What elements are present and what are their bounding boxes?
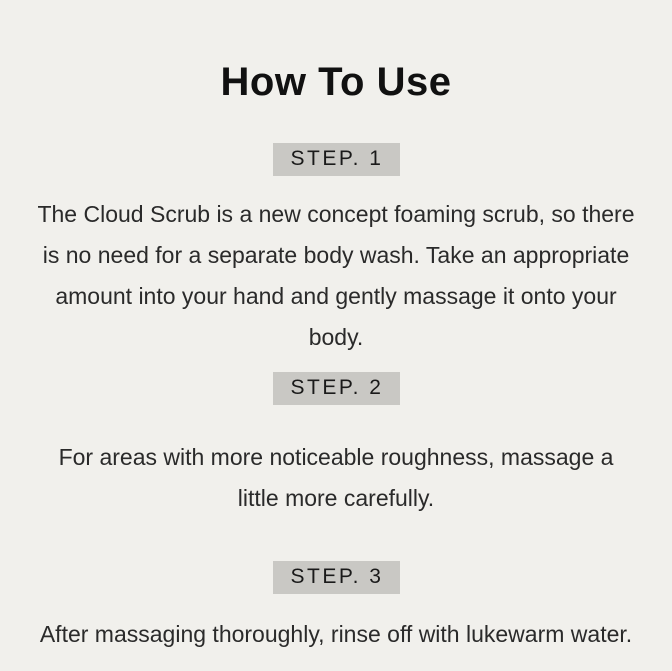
step-3-text: After massaging thoroughly, rinse off with lukewarm water. [39, 621, 633, 648]
step-1-block [0, 104, 672, 358]
step-2-text: For areas with more noticeable roughness, massage a little more carefully. [58, 444, 614, 512]
step-3-badge: STEP. 3 [273, 561, 400, 594]
step-1-text: The Cloud Scrub is a new concept foaming scrub, so there is no need for a separate body wash. Take an appropriate amount into your hand and gently massage it onto your body. [37, 201, 635, 351]
step-2-block [0, 358, 672, 519]
step-2-badge: STEP. 2 [273, 372, 400, 405]
step-1-badge: STEP. 1 [273, 143, 400, 176]
step-3-block [0, 519, 672, 655]
page-title: How To Use [220, 60, 452, 104]
